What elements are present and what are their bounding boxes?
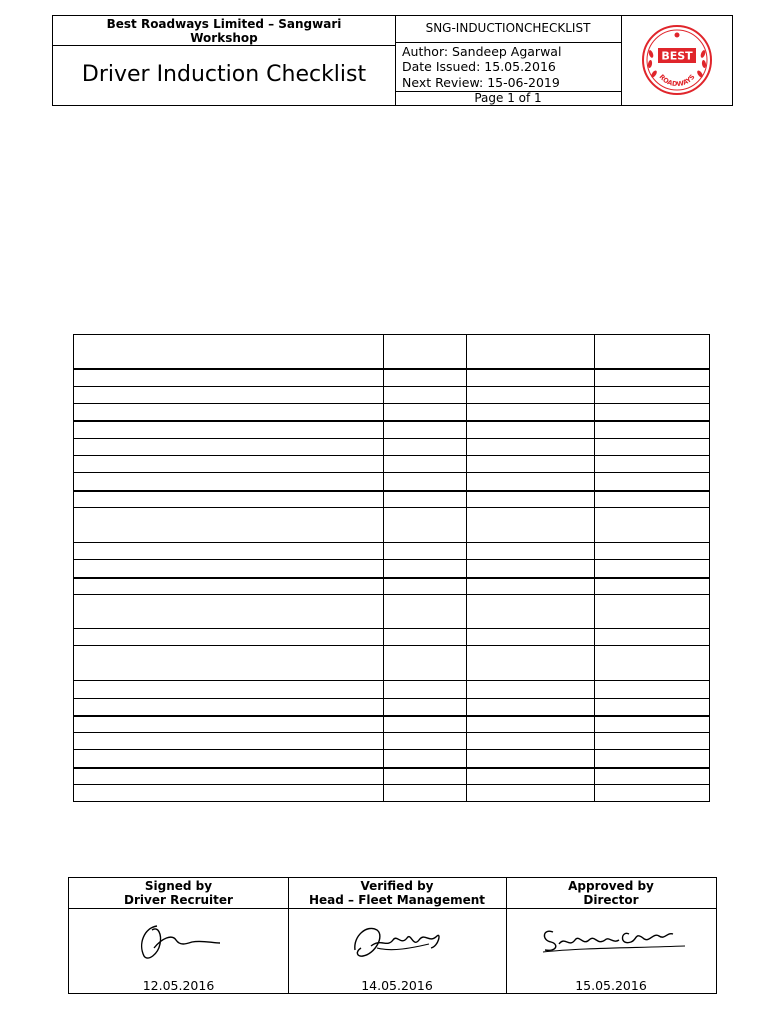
table-row <box>74 698 709 699</box>
signoff-date-fleet-head: 14.05.2016 <box>361 978 433 993</box>
table-row <box>74 749 709 750</box>
table-row <box>74 455 709 456</box>
table-row <box>74 732 709 733</box>
table-row <box>74 420 709 422</box>
signoff-role-line1: Approved by <box>568 879 654 893</box>
header-divider <box>621 16 622 105</box>
table-row <box>74 542 709 543</box>
checklist-table <box>73 334 710 802</box>
signoff-header-director <box>506 878 716 909</box>
table-row <box>74 386 709 387</box>
table-row <box>74 680 709 681</box>
table-row <box>74 507 709 508</box>
logo-text <box>658 73 697 89</box>
signature-fleet-head <box>347 918 447 966</box>
table-row <box>74 559 709 560</box>
signoff-header-recruiter <box>69 878 288 909</box>
signoff-role-line2: Head – Fleet Management <box>308 893 486 907</box>
page-title: Driver Induction Checklist <box>81 62 367 87</box>
logo-text-arc: ROADWAYS <box>657 72 697 89</box>
signature-recruiter <box>132 918 227 966</box>
company-name <box>53 17 395 45</box>
table-row <box>74 767 709 769</box>
table-row <box>74 577 709 579</box>
table-row <box>74 784 709 785</box>
signoff-date-director: 15.05.2016 <box>575 978 647 993</box>
table-row <box>74 594 709 595</box>
logo-text: BEST <box>661 49 693 63</box>
header-divider <box>395 42 621 43</box>
signoff-table <box>68 877 717 994</box>
signoff-role-line2: Driver Recruiter <box>124 893 233 907</box>
next-review-field: Next Review: 15-06-2019 <box>402 75 560 90</box>
signoff-role-line1: Verified by <box>360 879 434 893</box>
signoff-date-recruiter: 12.05.2016 <box>142 978 215 993</box>
table-row <box>74 438 709 439</box>
table-row <box>74 628 709 629</box>
table-row <box>74 472 709 473</box>
company-name-line1: Best Roadways Limited – Sangwari <box>106 17 342 31</box>
signature-director <box>539 918 689 958</box>
header-divider <box>53 45 395 46</box>
signoff-role-line1: Signed by <box>144 879 213 893</box>
document-code: SNG-INDUCTIONCHECKLIST <box>425 21 591 35</box>
document-header <box>52 15 733 106</box>
date-issued-field: Date Issued: 15.05.2016 <box>402 59 556 74</box>
signoff-role-line2: Director <box>583 893 639 907</box>
page-number: Page 1 of 1 <box>474 91 542 105</box>
best-roadways-logo <box>641 24 713 96</box>
table-row <box>74 403 709 404</box>
table-row <box>74 645 709 646</box>
signoff-header-fleet-head <box>288 878 506 909</box>
author-field: Author: Sandeep Agarwal <box>402 44 562 59</box>
table-row <box>74 715 709 717</box>
table-row <box>74 368 709 370</box>
table-row <box>74 490 709 492</box>
company-name-line2: Workshop <box>190 31 258 45</box>
